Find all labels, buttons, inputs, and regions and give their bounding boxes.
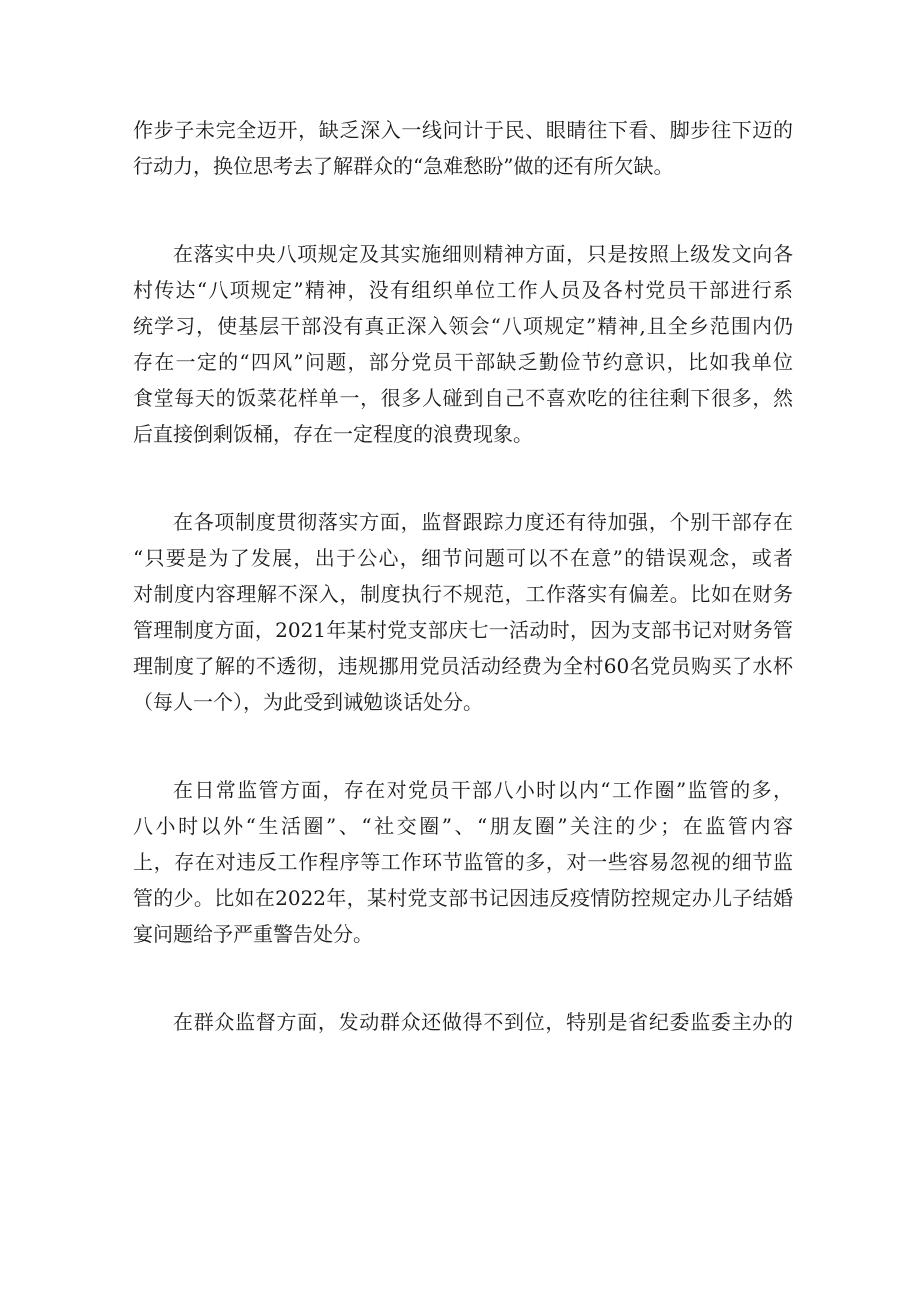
paragraph-line: 管的少。比如在2022年，某村党支部书记因违反疫情防控规定办儿子结婚 (133, 886, 793, 910)
paragraph-line: 村传达“八项规定”精神，没有组织单位工作人员及各村党员干部进行系 (133, 278, 793, 302)
paragraph-line: “只要是为了发展，出于公心，细节问题可以不在意”的错误观念，或者 (133, 546, 793, 570)
paragraph-spacer (133, 720, 793, 772)
paragraph-spacer (133, 452, 793, 504)
paragraph-system-implementation (133, 504, 793, 720)
paragraph-line: 在各项制度贯彻落实方面，监督跟踪力度还有待加强，个别干部存在 (173, 510, 793, 534)
paragraph-line: 行动力，换位思考去了解群众的“急难愁盼”做的还有所欠缺。 (133, 154, 674, 178)
paragraph-line: 在落实中央八项规定及其实施细则精神方面，只是按照上级发文向各 (173, 242, 793, 266)
paragraph-line: 存在一定的“四风”问题，部分党员干部缺乏勤俭节约意识，比如我单位 (133, 350, 793, 374)
paragraph-line: 理制度了解的不透彻，违规挪用党员活动经费为全村60名党员购买了水杯 (133, 654, 793, 678)
paragraph-spacer (133, 184, 793, 236)
document-body (133, 112, 793, 1040)
paragraph-line: 对制度内容理解不深入，制度执行不规范，工作落实有偏差。比如在财务 (133, 582, 793, 606)
paragraph-line: 在群众监督方面，发动群众还做得不到位，特别是省纪委监委主办的 (173, 1010, 793, 1034)
paragraph-line: 在日常监管方面，存在对党员干部八小时以内“工作圈”监管的多， (173, 778, 793, 802)
paragraph-line: 宴问题给予严重警告处分。 (133, 922, 373, 946)
paragraph-public-supervision (133, 1004, 793, 1040)
paragraph-line: 管理制度方面，2021年某村党支部庆七一活动时，因为支部书记对财务管 (133, 618, 793, 642)
paragraph-line: （每人一个），为此受到诫勉谈话处分。 (133, 690, 483, 714)
paragraph-outreach-shortfall (133, 112, 793, 184)
paragraph-line: 食堂每天的饭菜花样单一，很多人碰到自己不喜欢吃的往往剩下很多，然 (133, 386, 793, 410)
paragraph-line: 统学习，使基层干部没有真正深入领会“八项规定”精神,且全乡范围内仍 (133, 314, 793, 338)
paragraph-line: 后直接倒剩饭桶，存在一定程度的浪费现象。 (133, 422, 533, 446)
paragraph-line: 上，存在对违反工作程序等工作环节监管的多，对一些容易忽视的细节监 (133, 850, 793, 874)
paragraph-line: 作步子未完全迈开，缺乏深入一线问计于民、眼睛往下看、脚步往下迈的 (133, 118, 793, 142)
paragraph-spacer (133, 952, 793, 1004)
paragraph-daily-supervision (133, 772, 793, 952)
paragraph-line: 八小时以外“生活圈”、“社交圈”、“朋友圈”关注的少；在监管内容 (133, 814, 793, 838)
paragraph-eight-provisions (133, 236, 793, 452)
